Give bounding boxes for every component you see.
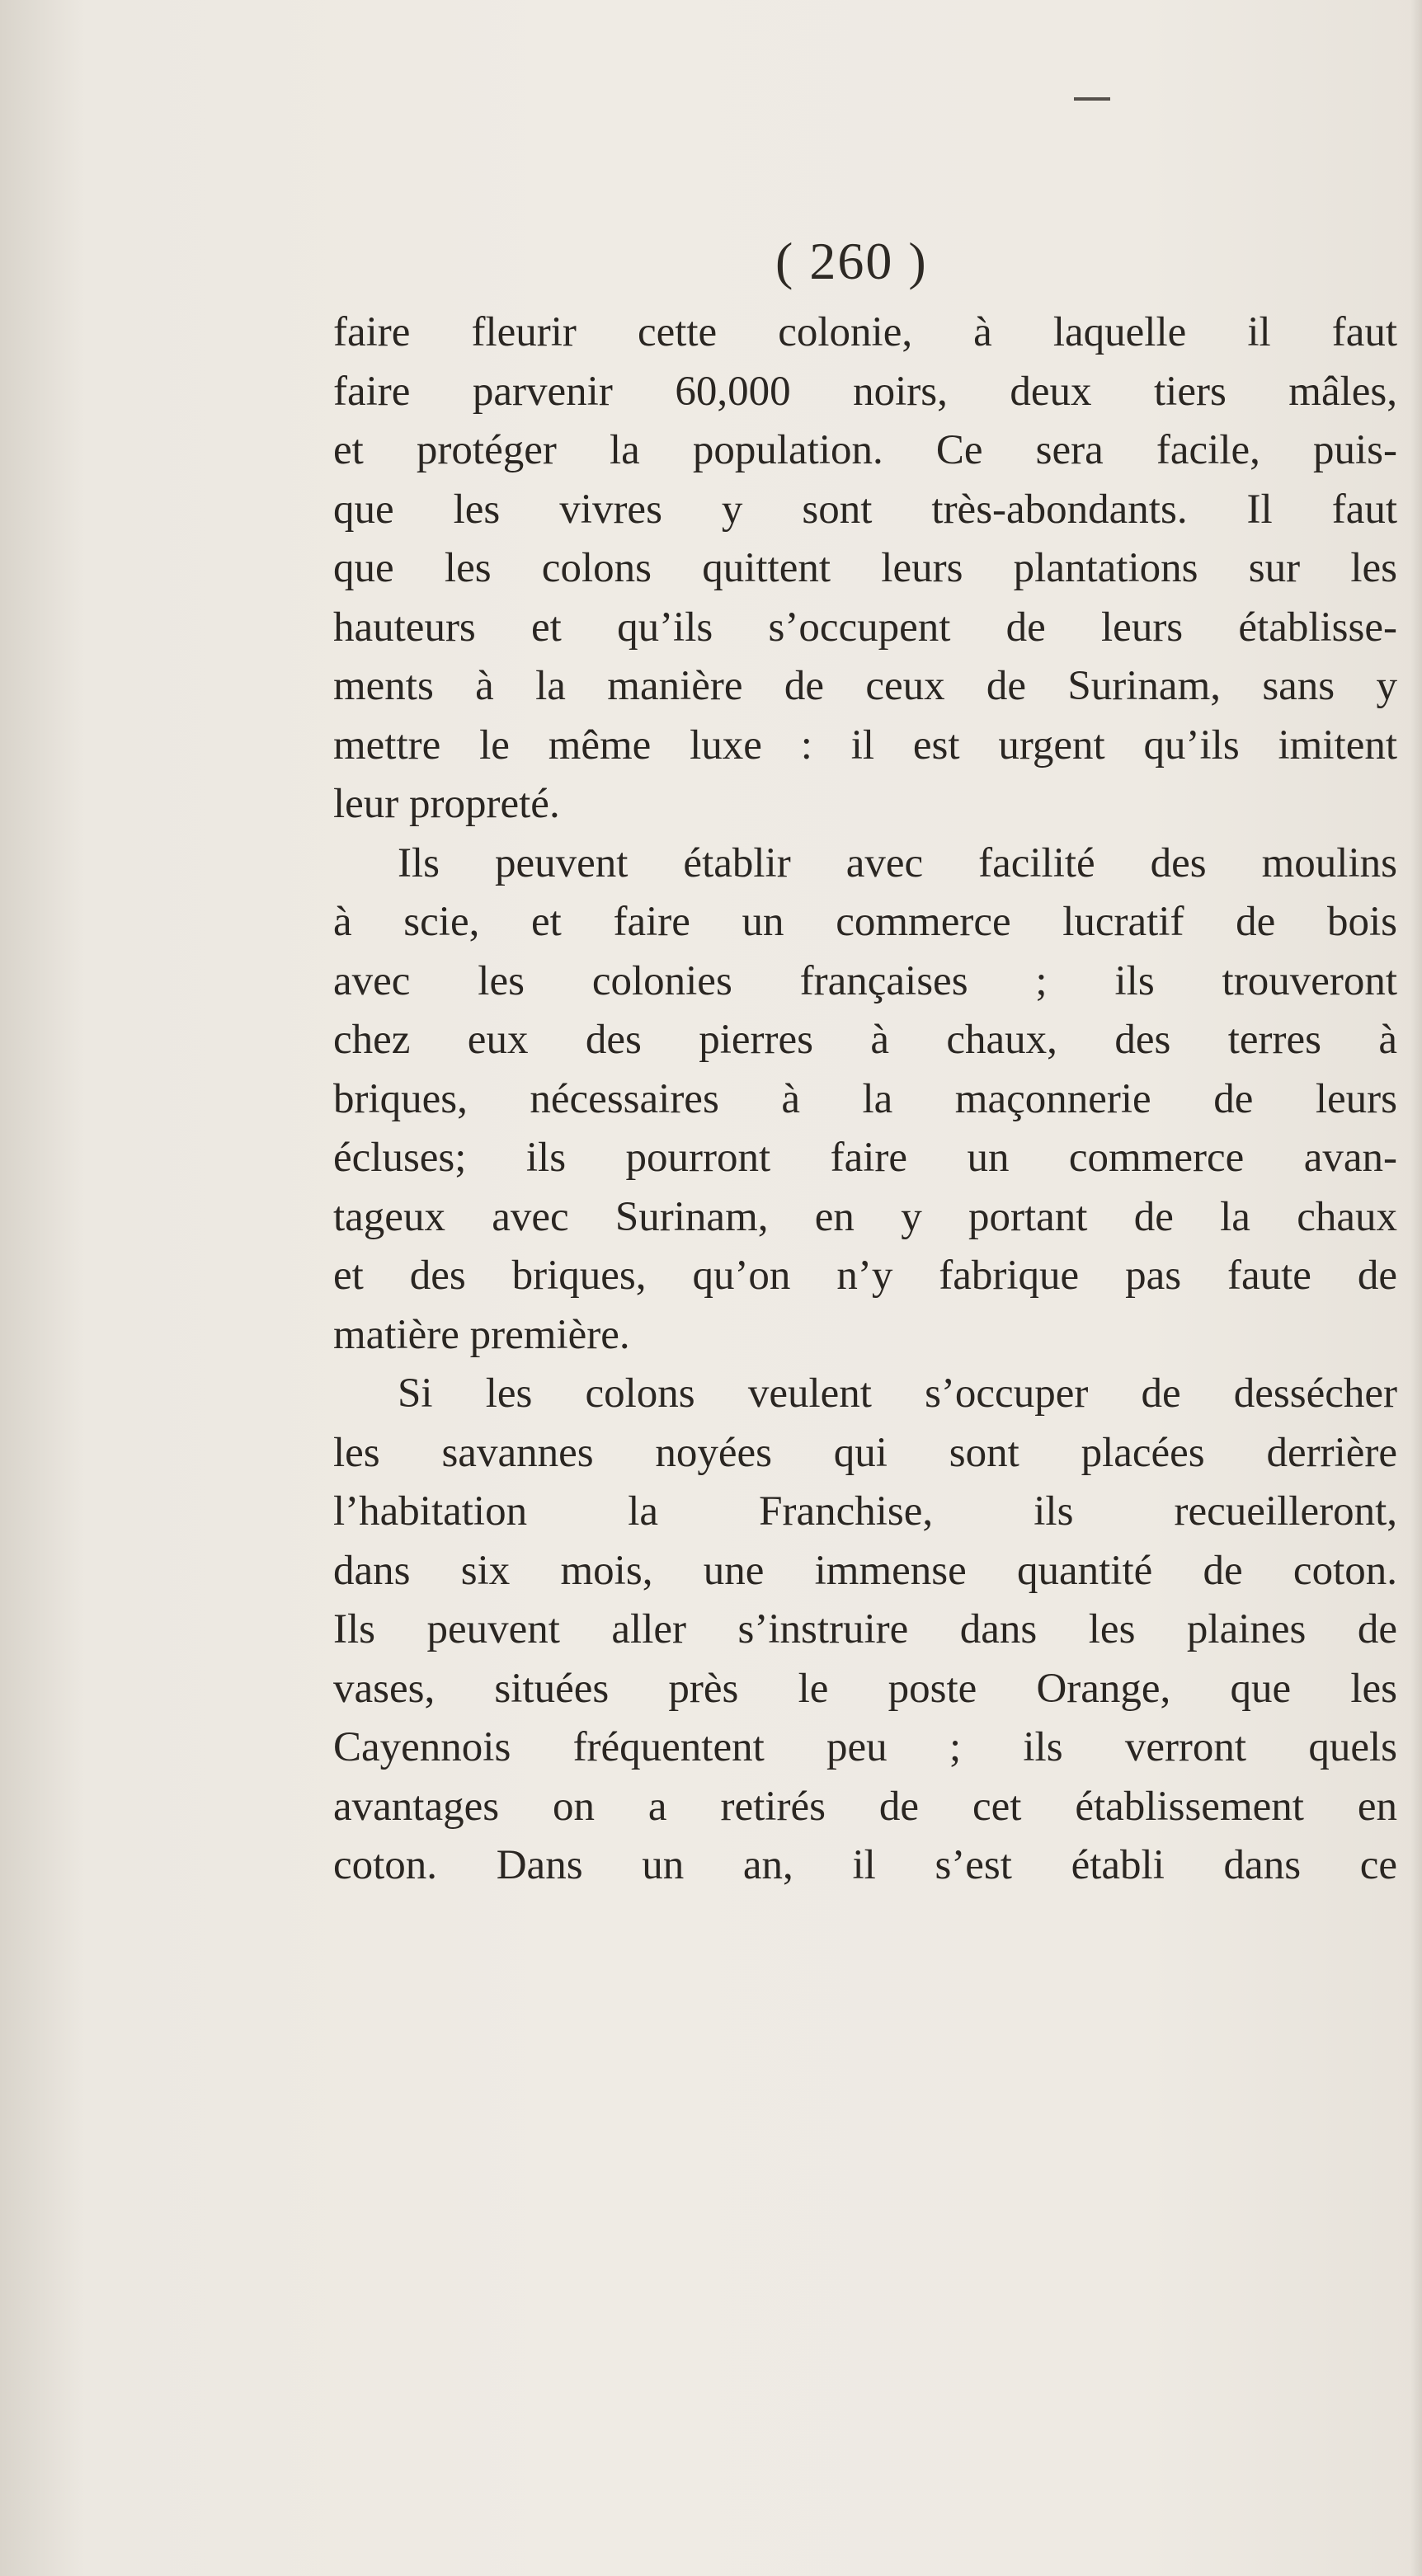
text-line: tageux avec Surinam, en y portant de la chaux [333,1193,1397,1240]
text-line: hauteurs et qu’ils s’occupent de leurs établisse- [333,604,1397,651]
text-line: chez eux des pierres à chaux, des terres à [333,1017,1397,1063]
text-line: les savannes noyées qui sont placées derrière [333,1429,1397,1476]
page-mark [1074,97,1110,101]
text-line: et protéger la population. Ce sera facile, puis- [333,427,1397,473]
text-line: ments à la manière de ceux de Surinam, sans y [333,663,1397,709]
text-line: Cayennois fréquentent peu ; ils verront quels [333,1724,1397,1770]
text-line: que les colons quittent leurs plantations sur les [333,545,1397,591]
body-text [333,303,1397,1896]
text-line: Ils peuvent aller s’instruire dans les plaines de [333,1606,1397,1652]
text-line: vases, situées près le poste Orange, que les [333,1665,1397,1712]
text-line: faire parvenir 60,000 noirs, deux tiers mâles, [333,368,1397,415]
text-line: matière première. [333,1311,630,1358]
text-line: avantages on a retirés de cet établissement en [333,1783,1397,1830]
text-line: briques, nécessaires à la maçonnerie de leurs [333,1075,1397,1122]
text-line: mettre le même luxe : il est urgent qu’ils imitent [333,722,1397,769]
text-line: que les vivres y sont très-abondants. Il faut [333,486,1397,533]
text-line: Si les colons veulent s’occuper de dessécher [398,1370,1397,1417]
text-line: à scie, et faire un commerce lucratif de bois [333,899,1397,945]
text-line: l’habitation la Franchise, ils recueilleront, [333,1488,1397,1535]
text-line: dans six mois, une immense quantité de coton. [333,1547,1397,1594]
text-line: Ils peuvent établir avec facilité des moulins [398,839,1397,886]
text-line: avec les colonies françaises ; ils trouveront [333,957,1397,1004]
text-line: écluses; ils pourront faire un commerce avan- [333,1135,1397,1181]
text-line: et des briques, qu’on n’y fabrique pas faute de [333,1253,1397,1299]
page-number: ( 260 ) [775,232,928,290]
text-line: leur propreté. [333,781,560,827]
text-line: coton. Dans un an, il s’est établi dans ce [333,1842,1397,1888]
text-line: faire fleurir cette colonie, à laquelle il faut [333,309,1397,355]
